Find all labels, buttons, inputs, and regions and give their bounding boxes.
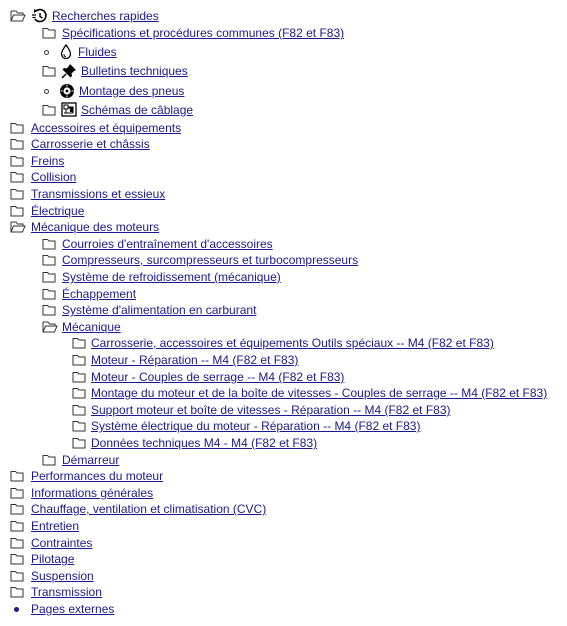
maintenance-link[interactable]: Entretien bbox=[31, 519, 80, 533]
folder-closed-icon[interactable] bbox=[10, 205, 24, 217]
tree-item-doc[interactable] bbox=[72, 335, 494, 351]
folder-closed-icon[interactable] bbox=[10, 122, 24, 134]
tree-item-doc[interactable] bbox=[72, 352, 298, 368]
folder-closed-icon[interactable] bbox=[10, 553, 24, 565]
folder-closed-icon[interactable] bbox=[10, 503, 24, 515]
fluids-link[interactable]: Fluides bbox=[78, 45, 117, 59]
starter-link[interactable]: Démarreur bbox=[62, 453, 120, 467]
general-link[interactable]: Informations générales bbox=[31, 486, 154, 500]
folder-closed-icon[interactable] bbox=[10, 470, 24, 482]
folder-closed-icon[interactable] bbox=[42, 254, 56, 266]
hvac-link[interactable]: Chauffage, ventilation et climatisation (CVC) bbox=[31, 502, 267, 516]
tree-item-transmission[interactable] bbox=[10, 584, 102, 600]
cooling-link[interactable]: Système de refroidissement (mécanique) bbox=[62, 270, 281, 284]
tree-item-accessories[interactable] bbox=[10, 120, 181, 136]
tree-item-body[interactable] bbox=[10, 136, 150, 152]
folder-closed-icon[interactable] bbox=[72, 337, 86, 349]
doc-link[interactable]: Moteur - Réparation -- M4 (F82 et F83) bbox=[91, 353, 299, 367]
tree-item-brakes[interactable] bbox=[10, 153, 64, 169]
folder-closed-icon[interactable] bbox=[42, 238, 56, 250]
tree-item-electrical[interactable] bbox=[10, 203, 84, 219]
folder-closed-icon[interactable] bbox=[10, 188, 24, 200]
transmission-link[interactable]: Transmission bbox=[31, 585, 102, 599]
belts-link[interactable]: Courroies d'entraînement d'accessoires bbox=[62, 237, 273, 251]
folder-closed-icon[interactable] bbox=[42, 454, 56, 466]
bulletins-link[interactable]: Bulletins techniques bbox=[81, 64, 188, 78]
tree-item-suspension[interactable] bbox=[10, 568, 94, 584]
electrical-link[interactable]: Électrique bbox=[31, 204, 85, 218]
folder-closed-icon[interactable] bbox=[42, 271, 56, 283]
folder-closed-icon[interactable] bbox=[42, 27, 56, 39]
tree-item-quick-search[interactable] bbox=[10, 8, 159, 24]
folder-closed-icon[interactable] bbox=[10, 586, 24, 598]
tree-item-fuel[interactable] bbox=[42, 302, 256, 318]
doc-link[interactable]: Support moteur et boîte de vitesses - Réparation -- M4 (F82 et F83) bbox=[91, 403, 451, 417]
list-bullet bbox=[44, 50, 49, 55]
wiring-diagram-icon bbox=[61, 102, 77, 118]
folder-closed-icon[interactable] bbox=[72, 420, 86, 432]
folder-closed-icon[interactable] bbox=[10, 487, 24, 499]
pin-icon bbox=[61, 63, 77, 79]
tree-item-wiring[interactable] bbox=[42, 102, 193, 118]
fuel-link[interactable]: Système d'alimentation en carburant bbox=[62, 303, 257, 317]
folder-closed-icon[interactable] bbox=[42, 104, 56, 116]
tree-item-exhaust[interactable] bbox=[42, 286, 136, 302]
doc-link[interactable]: Données techniques M4 - M4 (F82 et F83) bbox=[91, 436, 318, 450]
specs-link[interactable]: Spécifications et procédures communes (F82 et F83) bbox=[62, 26, 345, 40]
tree-item-collision[interactable] bbox=[10, 169, 76, 185]
folder-closed-icon[interactable] bbox=[10, 155, 24, 167]
folder-closed-icon[interactable] bbox=[72, 354, 86, 366]
tree-item-bulletins[interactable] bbox=[42, 63, 188, 79]
tree-item-external[interactable] bbox=[14, 601, 114, 617]
tree-item-hvac[interactable] bbox=[10, 501, 266, 517]
tree-item-engine[interactable] bbox=[10, 219, 159, 235]
accessories-link[interactable]: Accessoires et équipements bbox=[31, 121, 182, 135]
compressors-link[interactable]: Compresseurs, surcompresseurs et turbocompresseurs bbox=[62, 253, 359, 267]
tire-icon bbox=[59, 83, 75, 99]
suspension-link[interactable]: Suspension bbox=[31, 569, 94, 583]
axles-link[interactable]: Transmissions et essieux bbox=[31, 187, 166, 201]
folder-closed-icon[interactable] bbox=[10, 537, 24, 549]
folder-open-icon[interactable] bbox=[42, 321, 58, 333]
drop-icon bbox=[60, 44, 72, 60]
steering-link[interactable]: Pilotage bbox=[31, 552, 75, 566]
tree-item-performance[interactable] bbox=[10, 468, 163, 484]
tyres-link[interactable]: Montage des pneus bbox=[79, 84, 185, 98]
list-bullet bbox=[14, 607, 19, 612]
mechanical-link[interactable]: Mécanique bbox=[62, 320, 121, 334]
tree-item-starter[interactable] bbox=[42, 452, 119, 468]
tree-item-fluids[interactable] bbox=[44, 44, 117, 60]
restraints-link[interactable]: Contraintes bbox=[31, 536, 93, 550]
collision-link[interactable]: Collision bbox=[31, 170, 77, 184]
exhaust-link[interactable]: Échappement bbox=[62, 287, 137, 301]
folder-closed-icon[interactable] bbox=[72, 387, 86, 399]
tree-item-general[interactable] bbox=[10, 485, 153, 501]
brakes-link[interactable]: Freins bbox=[31, 154, 65, 168]
doc-link[interactable]: Moteur - Couples de serrage -- M4 (F82 et F83) bbox=[91, 370, 345, 384]
tree-item-cooling[interactable] bbox=[42, 269, 281, 285]
tree-item-doc[interactable] bbox=[72, 369, 344, 385]
tree-item-tyres[interactable] bbox=[44, 83, 184, 99]
quick-search-link[interactable]: Recherches rapides bbox=[52, 9, 159, 23]
folder-closed-icon[interactable] bbox=[72, 437, 86, 449]
performance-link[interactable]: Performances du moteur bbox=[31, 469, 164, 483]
folder-closed-icon[interactable] bbox=[72, 371, 86, 383]
doc-link[interactable]: Système électrique du moteur - Réparation -- M4 (F82 et F83) bbox=[91, 419, 421, 433]
doc-link[interactable]: Montage du moteur et de la boîte de vitesses - Couples de serrage -- M4 (F82 et F83) bbox=[91, 386, 548, 400]
folder-open-icon[interactable] bbox=[10, 10, 26, 22]
tree-item-belts[interactable] bbox=[42, 236, 273, 252]
tree-item-doc[interactable] bbox=[72, 435, 317, 451]
folder-closed-icon[interactable] bbox=[72, 404, 86, 416]
folder-closed-icon[interactable] bbox=[42, 304, 56, 316]
folder-closed-icon[interactable] bbox=[10, 520, 24, 532]
tree-item-doc[interactable] bbox=[72, 402, 451, 418]
body-link[interactable]: Carrosserie et châssis bbox=[31, 137, 150, 151]
tree-item-doc[interactable] bbox=[72, 385, 547, 401]
tree-item-doc[interactable] bbox=[72, 418, 420, 434]
tree-item-axles[interactable] bbox=[10, 186, 165, 202]
tree-item-maintenance[interactable] bbox=[10, 518, 79, 534]
folder-closed-icon[interactable] bbox=[10, 138, 24, 150]
folder-open-icon[interactable] bbox=[10, 221, 26, 233]
tree-item-steering[interactable] bbox=[10, 551, 74, 567]
quick-search-icon bbox=[32, 8, 48, 24]
tree-item-specs[interactable] bbox=[42, 25, 344, 41]
folder-closed-icon[interactable] bbox=[42, 288, 56, 300]
tree-item-mechanical[interactable] bbox=[42, 319, 121, 335]
tree-item-compressors[interactable] bbox=[42, 252, 358, 268]
engine-link[interactable]: Mécanique des moteurs bbox=[31, 220, 160, 234]
tree-item-restraints[interactable] bbox=[10, 535, 92, 551]
external-pages-link[interactable]: Pages externes bbox=[31, 602, 115, 616]
folder-closed-icon[interactable] bbox=[10, 570, 24, 582]
list-bullet bbox=[44, 89, 49, 94]
wiring-link[interactable]: Schémas de câblage bbox=[81, 103, 194, 117]
folder-closed-icon[interactable] bbox=[10, 171, 24, 183]
folder-closed-icon[interactable] bbox=[42, 65, 56, 77]
doc-link[interactable]: Carrosserie, accessoires et équipements Outils spéciaux -- M4 (F82 et F83) bbox=[91, 336, 494, 350]
